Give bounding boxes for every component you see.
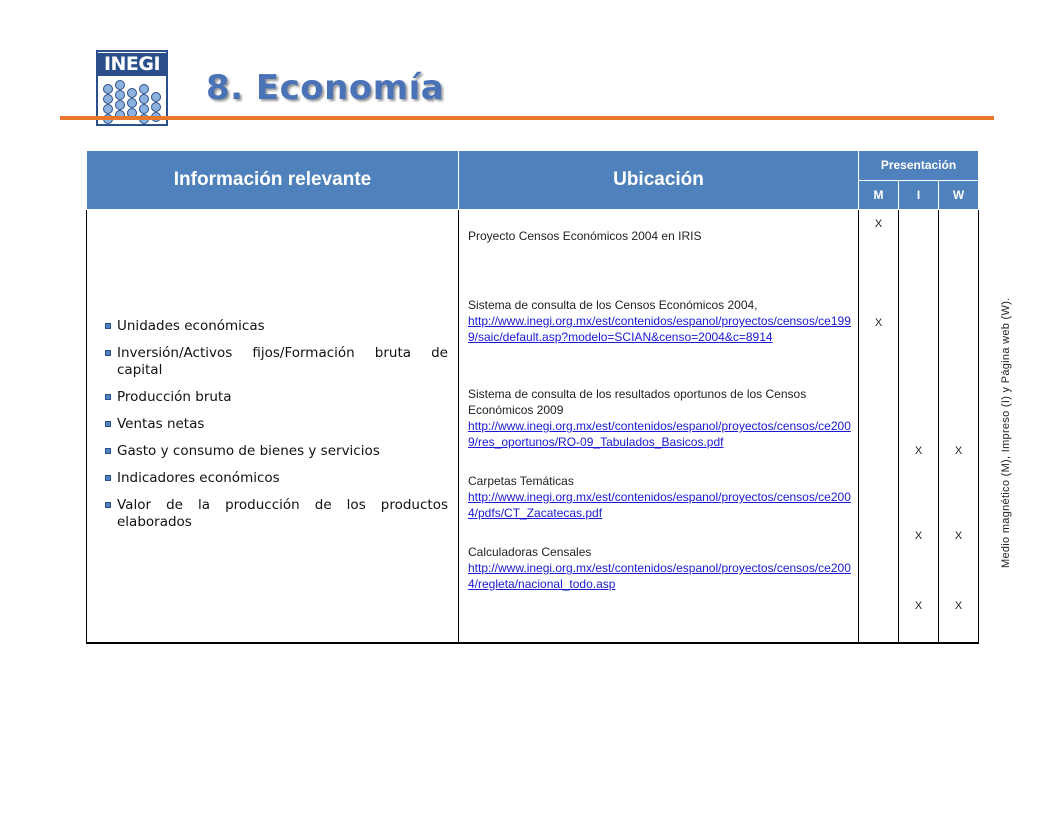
bullet-icon — [105, 448, 111, 454]
bullet-icon — [105, 421, 111, 427]
inegi-logo — [96, 50, 168, 126]
mark-i-calculadoras: X — [914, 600, 923, 612]
source-iris: Proyecto Censos Económicos 2004 en IRIS — [468, 229, 702, 243]
list-item: Inversión/Activos fijos/Formación bruta de capital — [105, 345, 448, 379]
list-item: Gasto y consumo de bienes y servicios — [105, 443, 448, 460]
mark-w-carpetas: X — [954, 530, 963, 542]
list-item: Unidades económicas — [105, 318, 448, 335]
mark-m-ce2004: X — [874, 317, 883, 329]
bullet-icon — [105, 350, 111, 356]
source-ce2004-consulta: Sistema de consulta de los Censos Económicos 2004, http://www.inegi.org.mx/est/contenidos/espanol/proyectos/censos/ce1999/saic/default.asp?modelo=SCIAN&censo=2004&c=8914 — [468, 298, 851, 344]
economy-table — [86, 150, 979, 644]
link-ce2009-oportunos[interactable]: http://www.inegi.org.mx/est/contenidos/espanol/proyectos/censos/ce2009/res_oportunos/RO-09_Tabulados_Basicos.pdf — [468, 419, 851, 449]
w-cell — [939, 210, 979, 644]
mark-m-iris: X — [874, 218, 883, 230]
link-calculadoras[interactable]: http://www.inegi.org.mx/est/contenidos/espanol/proyectos/censos/ce2004/regleta/nacional_todo.asp — [468, 561, 851, 591]
i-cell — [899, 210, 939, 644]
mark-i-carpetas: X — [914, 530, 923, 542]
header-w: W — [939, 180, 979, 210]
mark-w-ce2009: X — [954, 445, 963, 457]
mark-w-calculadoras: X — [954, 600, 963, 612]
table-row — [87, 210, 979, 644]
header-info: Información relevante — [87, 151, 459, 210]
presentation-legend: Medio magnético (M), Impreso (I) y Página web (W). — [1000, 297, 1012, 568]
header-m: M — [859, 180, 899, 210]
info-cell — [87, 210, 459, 644]
m-cell — [859, 210, 899, 644]
ubicacion-cell — [459, 210, 859, 644]
bullet-icon — [105, 475, 111, 481]
mark-i-ce2009: X — [914, 445, 923, 457]
bullet-icon — [105, 323, 111, 329]
page-title: 8. Economía — [206, 68, 445, 108]
info-list — [105, 318, 448, 541]
list-item: Valor de la producción de los productos elaborados — [105, 497, 448, 531]
bullet-icon — [105, 394, 111, 400]
list-item: Ventas netas — [105, 416, 448, 433]
logo-text: INEGI — [98, 53, 166, 76]
bullet-icon — [105, 502, 111, 508]
link-ce2004-consulta[interactable]: http://www.inegi.org.mx/est/contenidos/espanol/proyectos/censos/ce1999/saic/default.asp?modelo=SCIAN&censo=2004&c=8914 — [468, 314, 851, 344]
header-i: I — [899, 180, 939, 210]
link-carpetas[interactable]: http://www.inegi.org.mx/est/contenidos/espanol/proyectos/censos/ce2004/pdfs/CT_Zacatecas.pdf — [468, 490, 851, 520]
list-item: Indicadores económicos — [105, 470, 448, 487]
list-item: Producción bruta — [105, 389, 448, 406]
source-ce2009-oportunos: Sistema de consulta de los resultados oportunos de los Censos Económicos 2009 http://www.inegi.org.mx/est/contenidos/espanol/proyectos/censos/ce2009/res_oportunos/RO-09_Tabulados_Basicos.pdf — [468, 387, 851, 449]
source-carpetas: Carpetas Temáticas http://www.inegi.org.mx/est/contenidos/espanol/proyectos/censos/ce2004/pdfs/CT_Zacatecas.pdf — [468, 474, 851, 520]
header-divider — [60, 116, 994, 120]
header-presentacion: Presentación — [859, 151, 979, 181]
source-calculadoras: Calculadoras Censales http://www.inegi.org.mx/est/contenidos/espanol/proyectos/censos/ce2004/regleta/nacional_todo.asp — [468, 545, 851, 591]
header-ubicacion: Ubicación — [459, 151, 859, 210]
